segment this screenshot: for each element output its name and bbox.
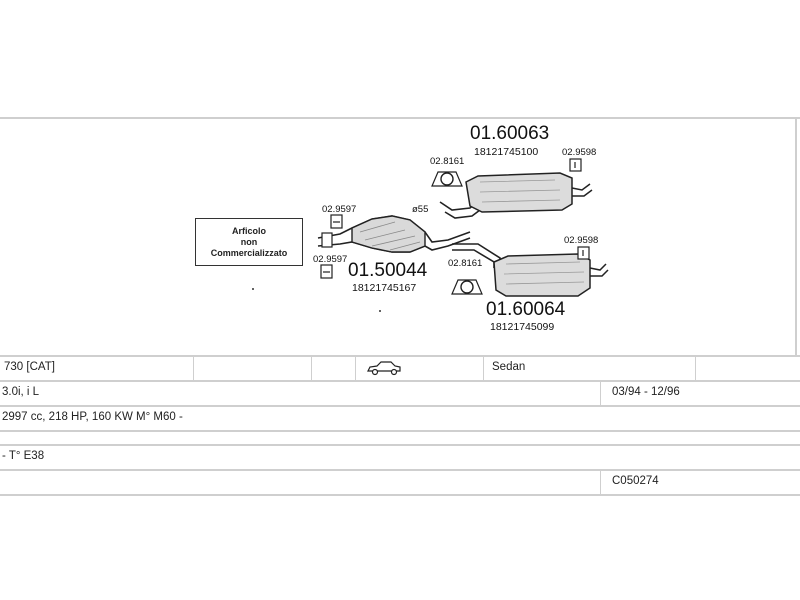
dot-mark: [379, 310, 381, 312]
cell-divider: [600, 471, 601, 494]
type-cell: - T° E38: [2, 450, 45, 462]
body-type-cell: Sedan: [492, 361, 526, 373]
dot-mark: [252, 288, 254, 290]
clamp-icon-front-upper[interactable]: [331, 215, 342, 228]
table-row: [0, 432, 800, 446]
clamp-label-front-lower: 02.9597: [313, 254, 348, 265]
oem-number-front-pipe: 18121745167: [352, 282, 417, 294]
clamp-label-ring-lower: 02.8161: [448, 258, 483, 269]
vehicle-info-table: [0, 355, 800, 496]
cell-divider: [600, 382, 601, 405]
years-cell: 03/94 - 12/96: [612, 386, 680, 398]
part-number-front-pipe[interactable]: 01.50044: [348, 260, 428, 281]
clamp-icon-front-lower[interactable]: [321, 265, 332, 278]
cell-divider: [695, 357, 696, 380]
clamp-label-front-upper: 02.9597: [322, 204, 357, 215]
hanger-icon-upper[interactable]: [570, 159, 581, 171]
hanger-icon-lower[interactable]: [578, 247, 589, 259]
table-row: [0, 407, 800, 432]
notice-line-1: Arficolo: [231, 225, 266, 236]
cell-divider: [355, 357, 356, 380]
clamp-label-ring-upper: 02.8161: [430, 156, 465, 167]
ring-icon-lower[interactable]: [452, 280, 482, 294]
table-row: [0, 355, 800, 382]
table-row: [0, 446, 800, 471]
engine-cell: 3.0i, i L: [2, 386, 40, 398]
sedan-car-icon: [366, 360, 402, 383]
code-cell[interactable]: C050274: [612, 475, 659, 487]
clamp-label-hanger-lower: 02.9598: [564, 235, 599, 246]
part-number-rear-bottom[interactable]: 01.60064: [486, 299, 566, 320]
cell-divider: [193, 357, 194, 380]
cell-divider: [483, 357, 484, 380]
table-row: [0, 382, 800, 407]
specs-cell: 2997 cc, 218 HP, 160 KW M° M60 -: [2, 411, 183, 423]
notice-line-3: Commercializzato: [210, 247, 288, 258]
oem-number-rear-bottom: 18121745099: [490, 321, 555, 333]
part-number-rear-top[interactable]: 01.60063: [470, 123, 550, 144]
cell-divider: [311, 357, 312, 380]
not-commercialized-notice: [195, 218, 303, 266]
ring-icon-upper[interactable]: [432, 172, 462, 186]
table-row: [0, 471, 800, 496]
rear-muffler-top[interactable]: [466, 173, 592, 212]
clamp-label-hanger-upper: 02.9598: [562, 147, 597, 158]
model-cell: 730 [CAT]: [4, 361, 55, 373]
notice-line-2: non: [240, 236, 258, 247]
diameter-label: ø55: [412, 204, 429, 215]
oem-number-rear-top: 18121745100: [474, 146, 539, 158]
